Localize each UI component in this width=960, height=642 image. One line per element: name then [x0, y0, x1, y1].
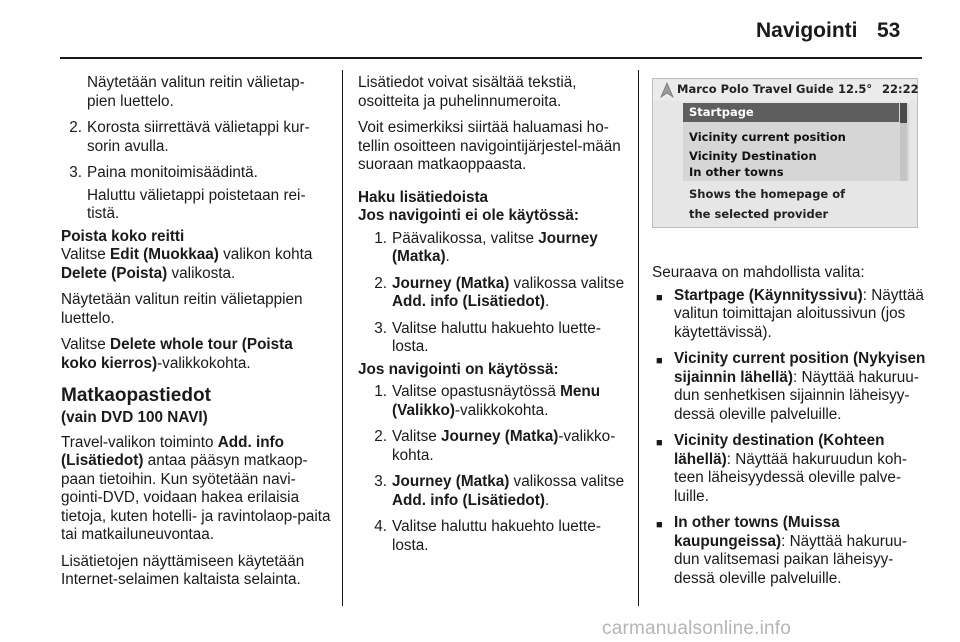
remove-route-heading: Poista koko reitti [61, 227, 185, 245]
column-3 [652, 264, 928, 596]
square-bullet-icon: ■ [656, 437, 663, 449]
paragraph: Lisätiedot voivat sisältää tekstiä, osoitteita ja puhelinnumeroita. [358, 74, 577, 110]
paragraph: Voit esimerkiksi siirtää haluamasi ho-tellin osoitteen navigointijärjestel-mään suoraan matkaoppaasta. [358, 119, 621, 173]
watermark: carmanualsonline.info [602, 618, 792, 639]
remove-route-instruction: Valitse Edit (Muokkaa) valikon kohta Delete (Poista) valikosta. [61, 246, 313, 282]
screen-status-bar [653, 79, 917, 101]
list-item: 1. Valitse opastusnäytössä Menu (Valikko)-valikkokohta. [374, 383, 601, 419]
remove-route-result: Näytetään valitun reitin välietappien luettelo. [61, 291, 303, 327]
column-1 [61, 74, 331, 598]
list-item: 3. Valitse haluttu hakuehto luette-losta. [374, 319, 601, 355]
subheading: Haku lisätiedoista [358, 188, 489, 206]
intro-text: Näytetään valitun reitin välietap-pien luettelo. [87, 74, 305, 110]
list-item: 2. Valitse Journey (Matka)-valikko-kohta. [374, 428, 616, 464]
list-item: 2. Journey (Matka) valikossa valitse Add. info (Lisätiedot). [374, 274, 625, 310]
option-item: ■ Vicinity destination (Kohteen lähellä): Näyttää hakuruudun koh-teen läheisyydessä oleville palve-luille. [652, 432, 928, 506]
column-separator-2 [638, 70, 639, 606]
step-item [61, 164, 331, 183]
step-text: Korosta siirrettävä välietappi kur-sorin avulla. [87, 119, 310, 155]
page-number: 53 [877, 19, 901, 42]
section-paragraph: Travel-valikon toiminto Add. info (Lisätiedot) antaa pääsyn matkaop-paan tietoihin. Kun syötetään navi-gointi-DVD, voidaan hakea erilaisia tietoja, kuten hotelli- ja ravintolaop-paita tai matkailuneuvontaa. [61, 433, 331, 543]
step-result: Haluttu välietappi poistetaan rei-tistä. [87, 186, 306, 222]
options-intro: Seuraava on mahdollista valita: [652, 264, 865, 281]
screen-description-line: Shows the homepage of [689, 187, 846, 201]
step-item [61, 119, 331, 156]
screen-menu-item-vicinity-current[interactable]: Vicinity current position [689, 130, 846, 144]
screen-scrollbar-thumb[interactable] [900, 103, 907, 123]
list-item: 1. Päävalikossa, valitse Journey (Matka). [374, 229, 598, 265]
square-bullet-icon: ■ [656, 355, 663, 367]
navigation-screen-illustration [652, 78, 918, 228]
remove-route-select: Valitse Delete whole tour (Poista koko kierros)-valikkokohta. [61, 336, 293, 372]
screen-description-line: the selected provider [689, 207, 829, 221]
screen-menu-item-other-towns[interactable]: In other towns [689, 165, 784, 179]
screen-temperature: 12.5° [838, 82, 873, 96]
subheading: Jos navigointi ei ole käytössä: [358, 207, 580, 224]
section-paragraph: Lisätietojen näyttämiseen käytetään Internet-selaimen kaltaista selainta. [61, 552, 305, 588]
list-item: 4. Valitse haluttu hakuehto luette-losta. [374, 518, 601, 554]
column-separator-1 [342, 70, 343, 606]
square-bullet-icon: ■ [656, 291, 663, 304]
header-rule [60, 57, 922, 59]
subheading: Jos navigointi on käytössä: [358, 360, 559, 378]
option-item: ■ In other towns (Muissa kaupungeissa): Näyttää hakuruu-dun valitsemasi paikan läheisyy-dessä oleville palveluille. [652, 514, 928, 588]
option-item: ■ Startpage (Käynnityssivu): Näyttää valitun toimittajan aloitussivun (jos käytettävissä). [652, 287, 928, 343]
screen-time: 22:22 [882, 82, 919, 96]
screen-menu-item-vicinity-destination[interactable]: Vicinity Destination [689, 149, 817, 163]
column-2 [358, 74, 626, 563]
section-title: Matkaopastiedot [61, 385, 211, 406]
page-header-title: Navigointi [756, 19, 858, 42]
screen-menu [683, 103, 909, 181]
square-bullet-icon: ■ [656, 519, 663, 531]
step-number: 3. [69, 164, 82, 181]
screen-menu-item-startpage[interactable]: Startpage [683, 103, 899, 122]
list-item: 3. Journey (Matka) valikossa valitse Add. info (Lisätiedot). [374, 473, 625, 509]
step-number: 2. [69, 119, 82, 136]
step-text: Paina monitoimisäädintä. [87, 164, 258, 181]
navigation-arrow-icon [659, 82, 675, 98]
option-item: ■ Vicinity current position (Nykyisen sijainnin lähellä): Näyttää hakuruu-dun senhetkisen sijainnin läheisyy-dessä oleville palveluille. [652, 350, 928, 424]
section-subtitle: (vain DVD 100 NAVI) [61, 409, 208, 426]
screen-title: Marco Polo Travel Guide [677, 82, 834, 96]
